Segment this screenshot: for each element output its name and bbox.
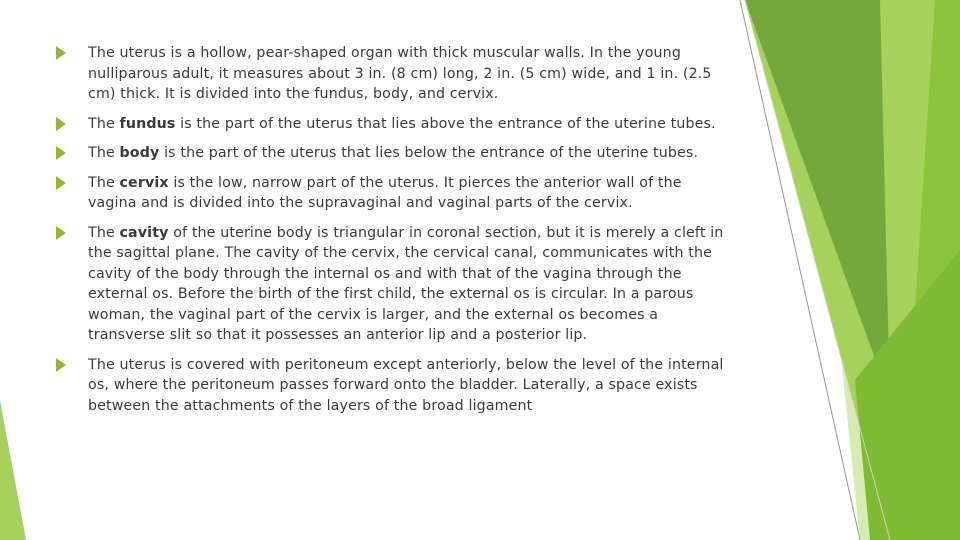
arrowhead-bullet-icon xyxy=(56,46,66,60)
bullet-item: The uterus is covered with peritoneum except anteriorly, below the level of the internal os, where the peritoneum passes forward onto the bladder. Laterally, a space exists between the attachments of the layers of the broad ligament xyxy=(56,355,728,417)
arrowhead-bullet-icon xyxy=(56,176,66,190)
arrowhead-bullet-icon xyxy=(56,358,66,372)
arrowhead-bullet-icon xyxy=(56,146,66,160)
left-green-triangle xyxy=(0,400,26,540)
right-dark-panel xyxy=(745,0,890,400)
bullet-item: The cervix is the low, narrow part of the uterus. It pierces the anterior wall of the vagina and is divided into the supravaginal and vaginal parts of the cervix. xyxy=(56,173,728,214)
arrowhead-bullet-icon xyxy=(56,226,66,240)
term-fundus: fundus xyxy=(119,115,176,132)
bullet-item: The cavity of the uterine body is triangular in coronal section, but it is merely a cleft in the sagittal plane. The cavity of the cervix, the cervical canal, communicates with the cavity of the body through the internal os and with that of the vagina through the external os. Before the birth of the first child, the external os is circular. In a parous woman, the vaginal part of the cervix is larger, and the external os becomes a transverse slit so that it possesses an anterior lip and a posterior lip. xyxy=(56,223,728,346)
term-cervix: cervix xyxy=(119,174,169,191)
bullet-item: The uterus is a hollow, pear-shaped organ with thick muscular walls. In the young nulliparous adult, it measures about 3 in. (8 cm) long, 2 in. (5 cm) wide, and 1 in. (2.5 cm) thick. It is divided into the fundus, body, and cervix. xyxy=(56,43,728,105)
term-body: body xyxy=(119,145,160,161)
bullet-item: The body is the part of the uterus that lies below the entrance of the uterine tubes. xyxy=(56,143,728,164)
arrowhead-bullet-icon xyxy=(56,117,66,131)
bullet-list xyxy=(56,43,728,416)
term-cavity: cavity xyxy=(119,224,169,241)
bullet-item: The fundus is the part of the uterus that lies above the entrance of the uterine tubes. xyxy=(56,114,728,135)
